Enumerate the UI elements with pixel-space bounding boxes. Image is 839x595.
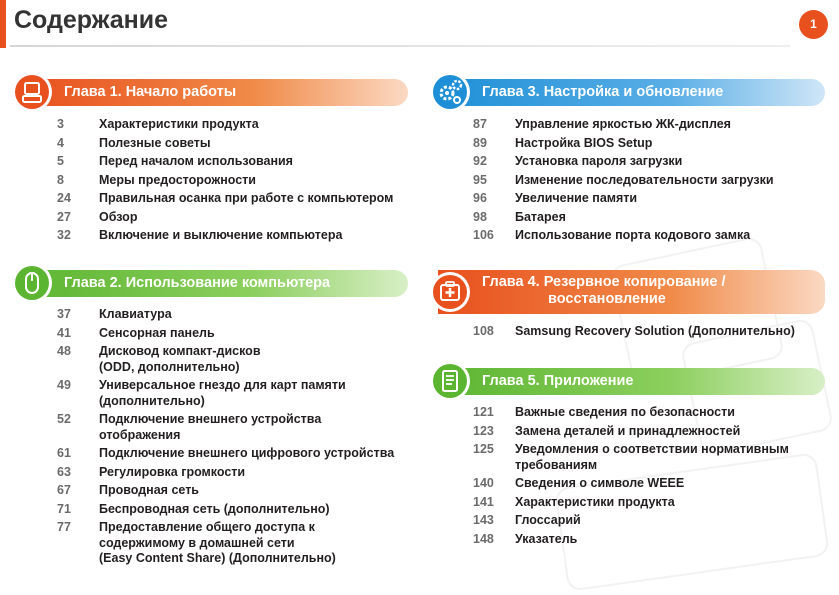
toc-entry-title[interactable]: Регулировка громкости — [99, 464, 246, 479]
toc-entry[interactable] — [57, 520, 417, 567]
toc-page-number: 52 — [57, 412, 71, 426]
toc-entry[interactable] — [473, 476, 833, 492]
toc-page-number: 49 — [57, 378, 71, 392]
toc-page-number: 37 — [57, 307, 71, 321]
toc-page-number: 92 — [473, 154, 487, 168]
toc-entry-title[interactable]: Замена деталей и принадлежностей — [515, 423, 741, 438]
toc-entry[interactable] — [473, 154, 833, 170]
toc-page-number: 8 — [57, 172, 64, 187]
toc-entry[interactable] — [473, 424, 833, 440]
toc-page-number: 121 — [473, 405, 494, 419]
toc-entry[interactable] — [57, 228, 417, 244]
toc-page-number: 63 — [57, 464, 71, 479]
chapter-2-title: Глава 2. Использование компьютера — [64, 275, 331, 291]
chapter-2-header[interactable] — [20, 270, 408, 297]
toc-entry-title[interactable]: Батарея — [515, 209, 566, 224]
toc-page-number: 48 — [57, 344, 71, 358]
toc-page-number: 4 — [57, 135, 64, 150]
toc-page-number: 71 — [57, 501, 71, 516]
toc-entry-title-line: содержимому в домашней сети — [99, 535, 295, 550]
first-aid-icon — [430, 272, 470, 312]
toc-entry-title-line: Уведомления о соответствии нормативным — [515, 442, 789, 456]
toc-entry-title[interactable]: Правильная осанка при работе с компьютером — [99, 191, 394, 205]
toc-entry[interactable] — [57, 446, 417, 462]
toc-entry-title-line: Предоставление общего доступа к — [99, 520, 315, 534]
toc-entry[interactable] — [57, 117, 417, 133]
toc-entry[interactable] — [57, 326, 417, 342]
toc-entry-title[interactable]: Включение и выключение компьютера — [99, 228, 343, 242]
toc-entry[interactable] — [57, 483, 417, 499]
chapter-1-header[interactable] — [20, 79, 408, 106]
toc-page-number: 89 — [473, 135, 487, 150]
toc-page-number: 148 — [473, 531, 494, 546]
toc-page-number: 96 — [473, 191, 487, 205]
toc-entry[interactable] — [473, 136, 833, 152]
chapter-5-title: Глава 5. Приложение — [482, 373, 634, 389]
header-divider — [10, 45, 790, 47]
chapter-4-title-line1: Глава 4. Резервное копирование / — [482, 274, 726, 290]
toc-page-number: 3 — [57, 117, 64, 131]
toc-page-number: 106 — [473, 228, 494, 242]
toc-entry[interactable] — [473, 532, 833, 548]
toc-entry[interactable] — [57, 378, 417, 409]
toc-page-number: 87 — [473, 117, 487, 131]
toc-entry-title[interactable]: Характеристики продукта — [99, 117, 259, 131]
toc-entry-title[interactable]: Изменение последовательности загрузки — [515, 172, 774, 187]
toc-entry[interactable] — [57, 344, 417, 375]
toc-entry-title-line: Дисковод компакт-дисков — [99, 344, 261, 358]
toc-entry-title-line: Подключение внешнего устройства — [99, 412, 322, 426]
toc-page-number: 108 — [473, 324, 494, 338]
toc-page-number: 67 — [57, 483, 71, 497]
toc-page-number: 125 — [473, 442, 494, 456]
chapter-1-title: Глава 1. Начало работы — [64, 84, 237, 100]
toc-entry-title[interactable]: Глоссарий — [515, 513, 581, 527]
chapter-3-header[interactable] — [438, 79, 825, 106]
toc-entry-title[interactable]: Полезные советы — [99, 135, 211, 150]
gears-icon — [430, 72, 470, 112]
chapter-2-list — [57, 307, 417, 570]
toc-entry-title[interactable]: Сенсорная панель — [99, 325, 215, 340]
toc-entry[interactable] — [473, 210, 833, 226]
toc-entry[interactable] — [57, 191, 417, 207]
chapter-4-title-line2: восстановление — [548, 291, 666, 307]
toc-entry-title[interactable]: Важные сведения по безопасности — [515, 405, 735, 419]
toc-entry[interactable] — [473, 117, 833, 133]
page-title: Содержание — [14, 6, 169, 34]
toc-page-number: 98 — [473, 209, 487, 224]
toc-page-number: 61 — [57, 446, 71, 460]
toc-entry-title-line: (дополнительно) — [99, 393, 205, 408]
chapter-5-list — [473, 405, 833, 550]
toc-entry[interactable] — [473, 228, 833, 244]
chapter-5-header[interactable] — [438, 368, 825, 395]
chapter-4-title — [482, 274, 726, 308]
toc-entry[interactable] — [473, 513, 833, 529]
toc-entry-title[interactable]: Указатель — [515, 531, 578, 546]
book-icon — [430, 361, 470, 401]
toc-page-number: 95 — [473, 172, 487, 187]
chapter-3-title: Глава 3. Настройка и обновление — [482, 84, 724, 100]
toc-entry-title[interactable] — [99, 412, 417, 443]
toc-entry[interactable] — [57, 173, 417, 189]
toc-entry[interactable] — [57, 307, 417, 323]
toc-entry-title[interactable]: Samsung Recovery Solution (Дополнительно) — [515, 324, 795, 338]
toc-entry[interactable] — [473, 495, 833, 511]
chapter-3-list — [473, 117, 833, 247]
toc-page-number: 143 — [473, 513, 494, 527]
toc-entry[interactable] — [57, 136, 417, 152]
toc-entry-title[interactable]: Сведения о символе WEEE — [515, 476, 685, 490]
toc-entry-title[interactable]: Характеристики продукта — [515, 494, 675, 509]
toc-entry-title[interactable]: Клавиатура — [99, 307, 172, 321]
toc-page-number: 5 — [57, 154, 64, 168]
toc-entry-title[interactable]: Использование порта кодового замка — [515, 228, 751, 242]
toc-page-number: 27 — [57, 209, 71, 224]
chapter-1-list — [57, 117, 417, 247]
toc-page-number: 123 — [473, 423, 494, 438]
toc-entry-title[interactable] — [99, 520, 417, 567]
toc-entry[interactable] — [473, 442, 833, 473]
toc-entry-title[interactable]: Проводная сеть — [99, 483, 199, 497]
header-accent-bar — [0, 0, 6, 48]
toc-entry-title-line: отображения — [99, 427, 181, 442]
toc-entry-title-line: (ODD, дополнительно) — [99, 359, 240, 374]
toc-entry-title[interactable]: Беспроводная сеть (дополнительно) — [99, 501, 330, 516]
toc-page-number: 41 — [57, 325, 71, 340]
toc-entry[interactable] — [57, 412, 417, 443]
toc-entry[interactable] — [473, 405, 833, 421]
toc-entry-title[interactable]: Настройка BIOS Setup — [515, 135, 653, 150]
chapter-4-list — [473, 324, 833, 343]
toc-entry-title[interactable]: Увеличение памяти — [515, 191, 638, 205]
toc-entry-title[interactable] — [99, 378, 417, 409]
page-number-badge: 1 — [799, 10, 828, 39]
laptop-icon — [12, 72, 52, 112]
toc-entry-title-line: (Easy Content Share) (Дополнительно) — [99, 551, 336, 565]
toc-entry-title[interactable] — [515, 442, 833, 473]
toc-page-number: 141 — [473, 494, 494, 509]
toc-page-number: 77 — [57, 520, 71, 534]
toc-entry-title[interactable]: Управление яркостью ЖК-дисплея — [515, 117, 731, 131]
toc-entry[interactable] — [473, 173, 833, 189]
toc-entry-title-line: Универсальное гнездо для карт памяти — [99, 378, 346, 392]
toc-entry-title[interactable]: Меры предосторожности — [99, 172, 256, 187]
toc-entry-title-line: требованиям — [515, 457, 598, 472]
toc-entry[interactable] — [57, 154, 417, 170]
toc-entry-title[interactable]: Установка пароля загрузки — [515, 154, 683, 168]
chapter-4-header[interactable] — [438, 270, 825, 314]
toc-page-number: 24 — [57, 191, 71, 205]
toc-entry[interactable] — [57, 502, 417, 518]
toc-entry[interactable] — [57, 465, 417, 481]
page-header — [0, 0, 839, 48]
toc-entry[interactable] — [473, 191, 833, 207]
toc-entry-title[interactable]: Подключение внешнего цифрового устройства — [99, 446, 395, 460]
toc-page-number: 32 — [57, 228, 71, 242]
toc-entry-title[interactable]: Обзор — [99, 209, 138, 224]
mouse-icon — [12, 263, 52, 303]
toc-entry-title[interactable]: Перед началом использования — [99, 154, 293, 168]
toc-entry[interactable] — [473, 324, 833, 340]
toc-page-number: 140 — [473, 476, 494, 490]
toc-entry-title[interactable] — [99, 344, 417, 375]
toc-entry[interactable] — [57, 210, 417, 226]
